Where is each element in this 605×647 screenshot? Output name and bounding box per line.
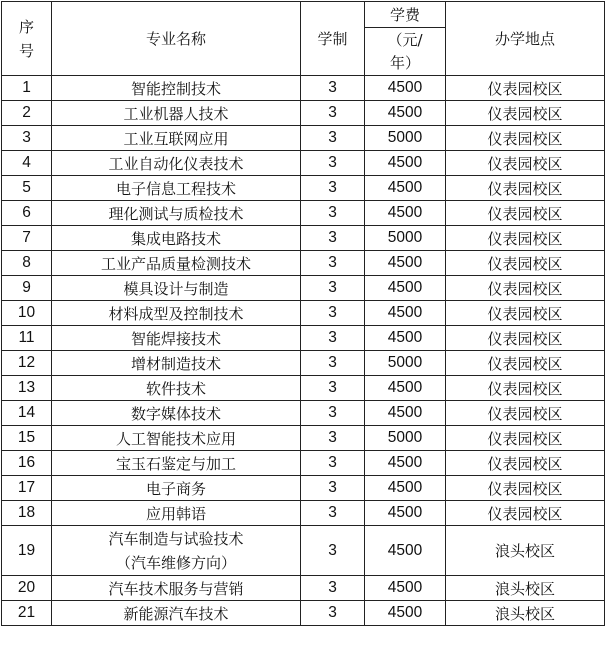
cell-duration: 3 [301, 601, 365, 626]
cell-major: 工业互联网应用 [52, 126, 301, 151]
cell-major: 电子商务 [52, 476, 301, 501]
cell-seq: 2 [2, 101, 52, 126]
cell-major: 宝玉石鉴定与加工 [52, 451, 301, 476]
table-row [2, 201, 605, 226]
cell-campus: 仪表园校区 [446, 426, 605, 451]
cell-fee: 4500 [365, 601, 446, 626]
cell-duration: 3 [301, 301, 365, 326]
cell-seq: 14 [2, 401, 52, 426]
cell-campus: 仪表园校区 [446, 251, 605, 276]
table-row [2, 526, 605, 576]
cell-seq: 15 [2, 426, 52, 451]
table-row [2, 351, 605, 376]
header-seq-line1: 序 [18, 17, 34, 36]
cell-campus: 仪表园校区 [446, 101, 605, 126]
table-row [2, 476, 605, 501]
cell-fee: 4500 [365, 501, 446, 526]
cell-campus: 浪头校区 [446, 601, 605, 626]
header-fee-unit-line1: （元/ [387, 30, 423, 49]
cell-fee: 4500 [365, 376, 446, 401]
header-seq [2, 2, 52, 76]
table-row [2, 276, 605, 301]
cell-fee: 4500 [365, 526, 446, 576]
cell-fee: 4500 [365, 326, 446, 351]
table-row [2, 426, 605, 451]
table-row [2, 76, 605, 101]
cell-fee: 4500 [365, 176, 446, 201]
cell-campus: 浪头校区 [446, 526, 605, 576]
cell-fee: 5000 [365, 226, 446, 251]
cell-fee: 5000 [365, 126, 446, 151]
cell-campus: 仪表园校区 [446, 276, 605, 301]
table-row [2, 451, 605, 476]
cell-campus: 仪表园校区 [446, 501, 605, 526]
cell-duration: 3 [301, 501, 365, 526]
cell-seq: 7 [2, 226, 52, 251]
cell-major: 智能焊接技术 [52, 326, 301, 351]
cell-fee: 4500 [365, 476, 446, 501]
table-row [2, 576, 605, 601]
majors-table [1, 1, 605, 626]
cell-duration: 3 [301, 376, 365, 401]
cell-seq: 11 [2, 326, 52, 351]
cell-campus: 仪表园校区 [446, 226, 605, 251]
cell-major: 模具设计与制造 [52, 276, 301, 301]
cell-seq: 12 [2, 351, 52, 376]
cell-campus: 仪表园校区 [446, 126, 605, 151]
cell-duration: 3 [301, 451, 365, 476]
table-row [2, 501, 605, 526]
header-campus: 办学地点 [446, 2, 605, 76]
cell-major: 应用韩语 [52, 501, 301, 526]
table-row [2, 301, 605, 326]
table-row [2, 401, 605, 426]
cell-seq: 21 [2, 601, 52, 626]
cell-fee: 4500 [365, 401, 446, 426]
cell-campus: 仪表园校区 [446, 351, 605, 376]
cell-major: 增材制造技术 [52, 351, 301, 376]
cell-seq: 5 [2, 176, 52, 201]
cell-campus: 仪表园校区 [446, 376, 605, 401]
cell-fee: 4500 [365, 101, 446, 126]
cell-campus: 仪表园校区 [446, 151, 605, 176]
cell-major-line2: （汽车维修方向） [115, 553, 236, 572]
table-body [2, 76, 605, 626]
table-row [2, 226, 605, 251]
cell-seq: 17 [2, 476, 52, 501]
header-fee-unit [365, 28, 446, 76]
cell-duration: 3 [301, 251, 365, 276]
cell-campus: 仪表园校区 [446, 201, 605, 226]
cell-fee: 4500 [365, 151, 446, 176]
cell-duration: 3 [301, 151, 365, 176]
cell-duration: 3 [301, 576, 365, 601]
cell-major: 人工智能技术应用 [52, 426, 301, 451]
cell-seq: 6 [2, 201, 52, 226]
cell-major: 软件技术 [52, 376, 301, 401]
cell-major: 智能控制技术 [52, 76, 301, 101]
cell-fee: 5000 [365, 426, 446, 451]
cell-seq: 4 [2, 151, 52, 176]
cell-seq: 20 [2, 576, 52, 601]
cell-duration: 3 [301, 401, 365, 426]
cell-duration: 3 [301, 476, 365, 501]
cell-fee: 4500 [365, 576, 446, 601]
cell-major: 汽车技术服务与营销 [52, 576, 301, 601]
table-row [2, 251, 605, 276]
cell-major: 电子信息工程技术 [52, 176, 301, 201]
cell-campus: 仪表园校区 [446, 401, 605, 426]
cell-major: 理化测试与质检技术 [52, 201, 301, 226]
cell-campus: 仪表园校区 [446, 451, 605, 476]
cell-campus: 仪表园校区 [446, 326, 605, 351]
cell-major [52, 526, 301, 576]
table-row [2, 601, 605, 626]
table-row [2, 326, 605, 351]
cell-fee: 4500 [365, 451, 446, 476]
cell-major: 集成电路技术 [52, 226, 301, 251]
cell-duration: 3 [301, 426, 365, 451]
cell-major: 新能源汽车技术 [52, 601, 301, 626]
header-fee: 学费 [365, 2, 446, 28]
cell-duration: 3 [301, 351, 365, 376]
cell-fee: 4500 [365, 251, 446, 276]
cell-major: 材料成型及控制技术 [52, 301, 301, 326]
cell-major: 工业自动化仪表技术 [52, 151, 301, 176]
cell-seq: 19 [2, 526, 52, 576]
cell-seq: 13 [2, 376, 52, 401]
cell-seq: 16 [2, 451, 52, 476]
cell-campus: 仪表园校区 [446, 301, 605, 326]
cell-fee: 4500 [365, 276, 446, 301]
cell-duration: 3 [301, 326, 365, 351]
table-row [2, 176, 605, 201]
cell-campus: 仪表园校区 [446, 76, 605, 101]
cell-duration: 3 [301, 176, 365, 201]
table-row [2, 126, 605, 151]
cell-duration: 3 [301, 201, 365, 226]
cell-campus: 仪表园校区 [446, 176, 605, 201]
cell-campus: 仪表园校区 [446, 476, 605, 501]
cell-duration: 3 [301, 76, 365, 101]
header-row [2, 2, 605, 28]
cell-fee: 4500 [365, 301, 446, 326]
cell-campus: 浪头校区 [446, 576, 605, 601]
cell-seq: 18 [2, 501, 52, 526]
cell-fee: 5000 [365, 351, 446, 376]
cell-duration: 3 [301, 276, 365, 301]
table-row [2, 151, 605, 176]
cell-seq: 10 [2, 301, 52, 326]
cell-duration: 3 [301, 126, 365, 151]
cell-fee: 4500 [365, 201, 446, 226]
cell-major: 工业产品质量检测技术 [52, 251, 301, 276]
cell-duration: 3 [301, 226, 365, 251]
header-seq-line2: 号 [18, 41, 34, 60]
cell-seq: 8 [2, 251, 52, 276]
table-row [2, 101, 605, 126]
cell-seq: 3 [2, 126, 52, 151]
header-major: 专业名称 [52, 2, 301, 76]
table-row [2, 376, 605, 401]
cell-major: 工业机器人技术 [52, 101, 301, 126]
cell-major-line1: 汽车制造与试验技术 [108, 529, 244, 548]
cell-major: 数字媒体技术 [52, 401, 301, 426]
cell-seq: 1 [2, 76, 52, 101]
cell-fee: 4500 [365, 76, 446, 101]
cell-seq: 9 [2, 276, 52, 301]
header-duration: 学制 [301, 2, 365, 76]
cell-duration: 3 [301, 526, 365, 576]
cell-duration: 3 [301, 101, 365, 126]
header-fee-unit-line2: 年） [389, 53, 420, 72]
